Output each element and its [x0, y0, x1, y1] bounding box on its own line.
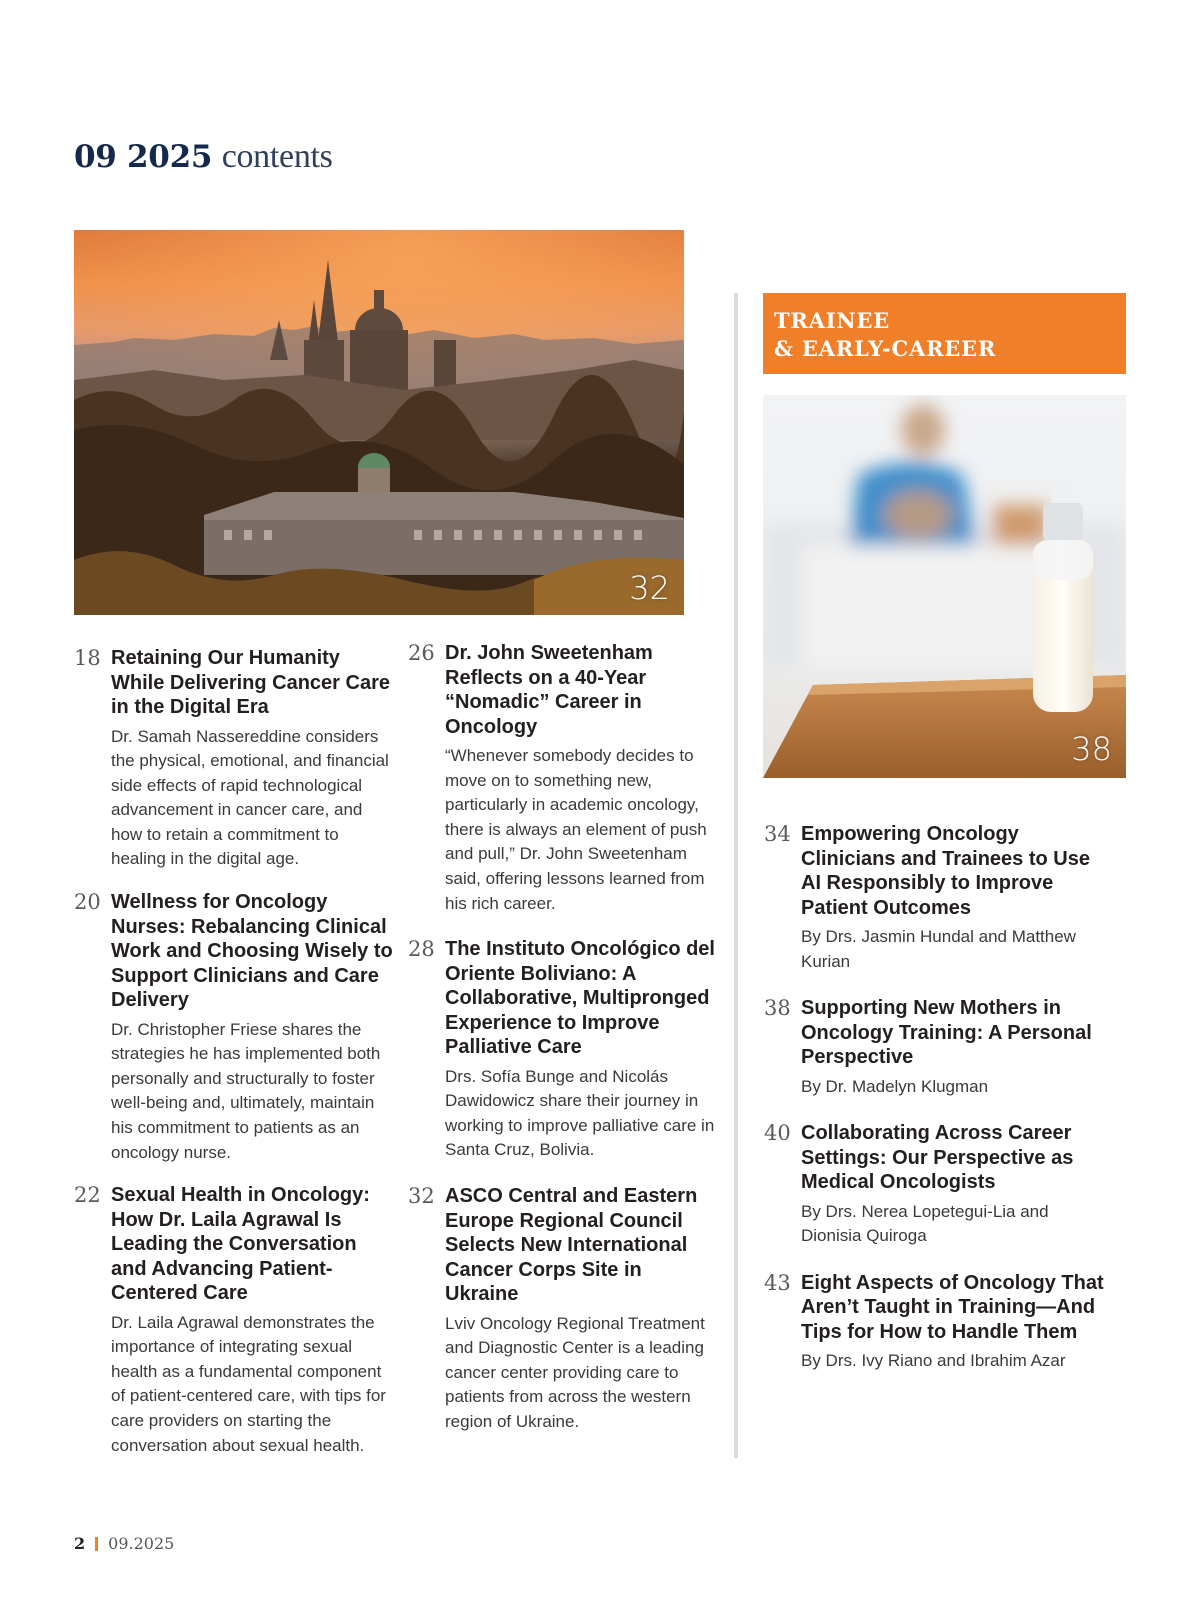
- section-badge-line1: TRAINEE: [774, 308, 891, 333]
- footer-page-number: 2: [74, 1534, 86, 1553]
- issue-date: 09 2025: [74, 139, 213, 175]
- contents-label: contents: [221, 138, 333, 175]
- toc-entry[interactable]: [764, 1121, 1104, 1249]
- toc-title[interactable]: Supporting New Mothers in Oncology Training: A Personal Perspective: [801, 997, 1092, 1069]
- toc-title[interactable]: Eight Aspects of Oncology That Aren’t Taught in Training—And Tips for How to Handle Them: [801, 1271, 1104, 1343]
- toc-page-number: 26: [408, 641, 435, 665]
- toc-page-number: 32: [408, 1184, 435, 1209]
- toc-page-number: 18: [74, 646, 101, 670]
- page-footer: [74, 1534, 174, 1553]
- toc-page-number: 20: [74, 890, 101, 915]
- toc-column-middle: [408, 641, 718, 1456]
- toc-entry[interactable]: [74, 646, 394, 872]
- footer-date: 09.2025: [108, 1534, 175, 1553]
- column-divider: [734, 293, 738, 1458]
- toc-title[interactable]: The Instituto Oncológico del Oriente Boliviano: A Collaborative, Multipronged Experience to Improve Palliative Care: [445, 938, 715, 1059]
- toc-entry[interactable]: [74, 1183, 394, 1458]
- toc-title[interactable]: Dr. John Sweetenham Reflects on a 40-Year “Nomadic” Career in Oncology: [445, 642, 653, 738]
- toc-description: Dr. Samah Nassereddine considers the physical, emotional, and financial side effects of rapid technological advancement in cancer care, and how to retain a commitment to healing in the digital age.: [111, 726, 389, 869]
- section-badge: [763, 293, 1126, 374]
- toc-page-number: 43: [764, 1270, 791, 1295]
- toc-title[interactable]: Empowering Oncology Clinicians and Trainees to Use AI Responsibly to Improve Patient Outcomes: [801, 823, 1090, 919]
- toc-entry[interactable]: [74, 890, 394, 1165]
- toc-description: Dr. Christopher Friese shares the strategies he has implemented both personally and structurally to foster well-being and, ultimately, maintain his commitment to patients as an oncology nurse.: [111, 1019, 381, 1162]
- side-photo-page-ref: 38: [1071, 730, 1112, 768]
- toc-entry[interactable]: [764, 822, 1104, 974]
- footer-separator: [95, 1537, 98, 1551]
- toc-page-number: 40: [764, 1121, 791, 1146]
- bottle-illustration: [763, 395, 1126, 778]
- toc-title[interactable]: Collaborating Across Career Settings: Our Perspective as Medical Oncologists: [801, 1122, 1074, 1194]
- hero-page-ref: 32: [629, 569, 670, 607]
- toc-column-left: [74, 646, 394, 1476]
- toc-entry[interactable]: [764, 1271, 1104, 1374]
- toc-column-right: [764, 822, 1104, 1396]
- toc-page-number: 22: [74, 1183, 101, 1208]
- toc-title[interactable]: Retaining Our Humanity While Delivering Cancer Care in the Digital Era: [111, 647, 390, 718]
- toc-byline: By Drs. Jasmin Hundal and Matthew Kurian: [801, 927, 1076, 971]
- toc-entry[interactable]: [408, 937, 718, 1163]
- toc-page-number: 38: [764, 996, 791, 1021]
- toc-byline: By Drs. Nerea Lopetegui-Lia and Dionisia Quiroga: [801, 1201, 1049, 1246]
- toc-byline: By Dr. Madelyn Klugman: [801, 1076, 989, 1096]
- toc-description: “Whenever somebody decides to move on to something new, particularly in academic oncology, there is always an element of push and pull,” Dr. John Sweetenham said, offering lessons learned from his rich career.: [445, 746, 707, 913]
- toc-description: Dr. Laila Agrawal demonstrates the importance of integrating sexual health as a fundamental component of patient-centered care, with tips for care providers on starting the conversation about sexual health.: [111, 1312, 386, 1455]
- toc-byline: By Drs. Ivy Riano and Ibrahim Azar: [801, 1351, 1066, 1371]
- hero-photo[interactable]: [74, 230, 684, 615]
- toc-entry[interactable]: [408, 1184, 718, 1434]
- toc-description: Lviv Oncology Regional Treatment and Diagnostic Center is a leading cancer center providing care to patients from across the western region of Ukraine.: [445, 1313, 705, 1431]
- toc-title[interactable]: Wellness for Oncology Nurses: Rebalancing Clinical Work and Choosing Wisely to Support Clinicians and Care Delivery: [111, 891, 393, 1012]
- skyline-illustration: [74, 230, 684, 615]
- side-photo[interactable]: [763, 395, 1126, 778]
- toc-entry[interactable]: [764, 996, 1104, 1099]
- toc-title[interactable]: ASCO Central and Eastern Europe Regional Council Selects New International Cancer Corps Site in Ukraine: [445, 1185, 698, 1306]
- toc-entry[interactable]: [408, 641, 718, 916]
- toc-page-number: 34: [764, 822, 791, 846]
- toc-page-number: 28: [408, 937, 435, 962]
- toc-title[interactable]: Sexual Health in Oncology: How Dr. Laila Agrawal Is Leading the Conversation and Advancing Patient-Centered Care: [111, 1184, 370, 1305]
- toc-description: Drs. Sofía Bunge and Nicolás Dawidowicz share their journey in working to improve palliative care in Santa Cruz, Bolivia.: [445, 1066, 715, 1160]
- section-badge-line2: & EARLY-CAREER: [774, 336, 997, 361]
- masthead: [74, 138, 333, 176]
